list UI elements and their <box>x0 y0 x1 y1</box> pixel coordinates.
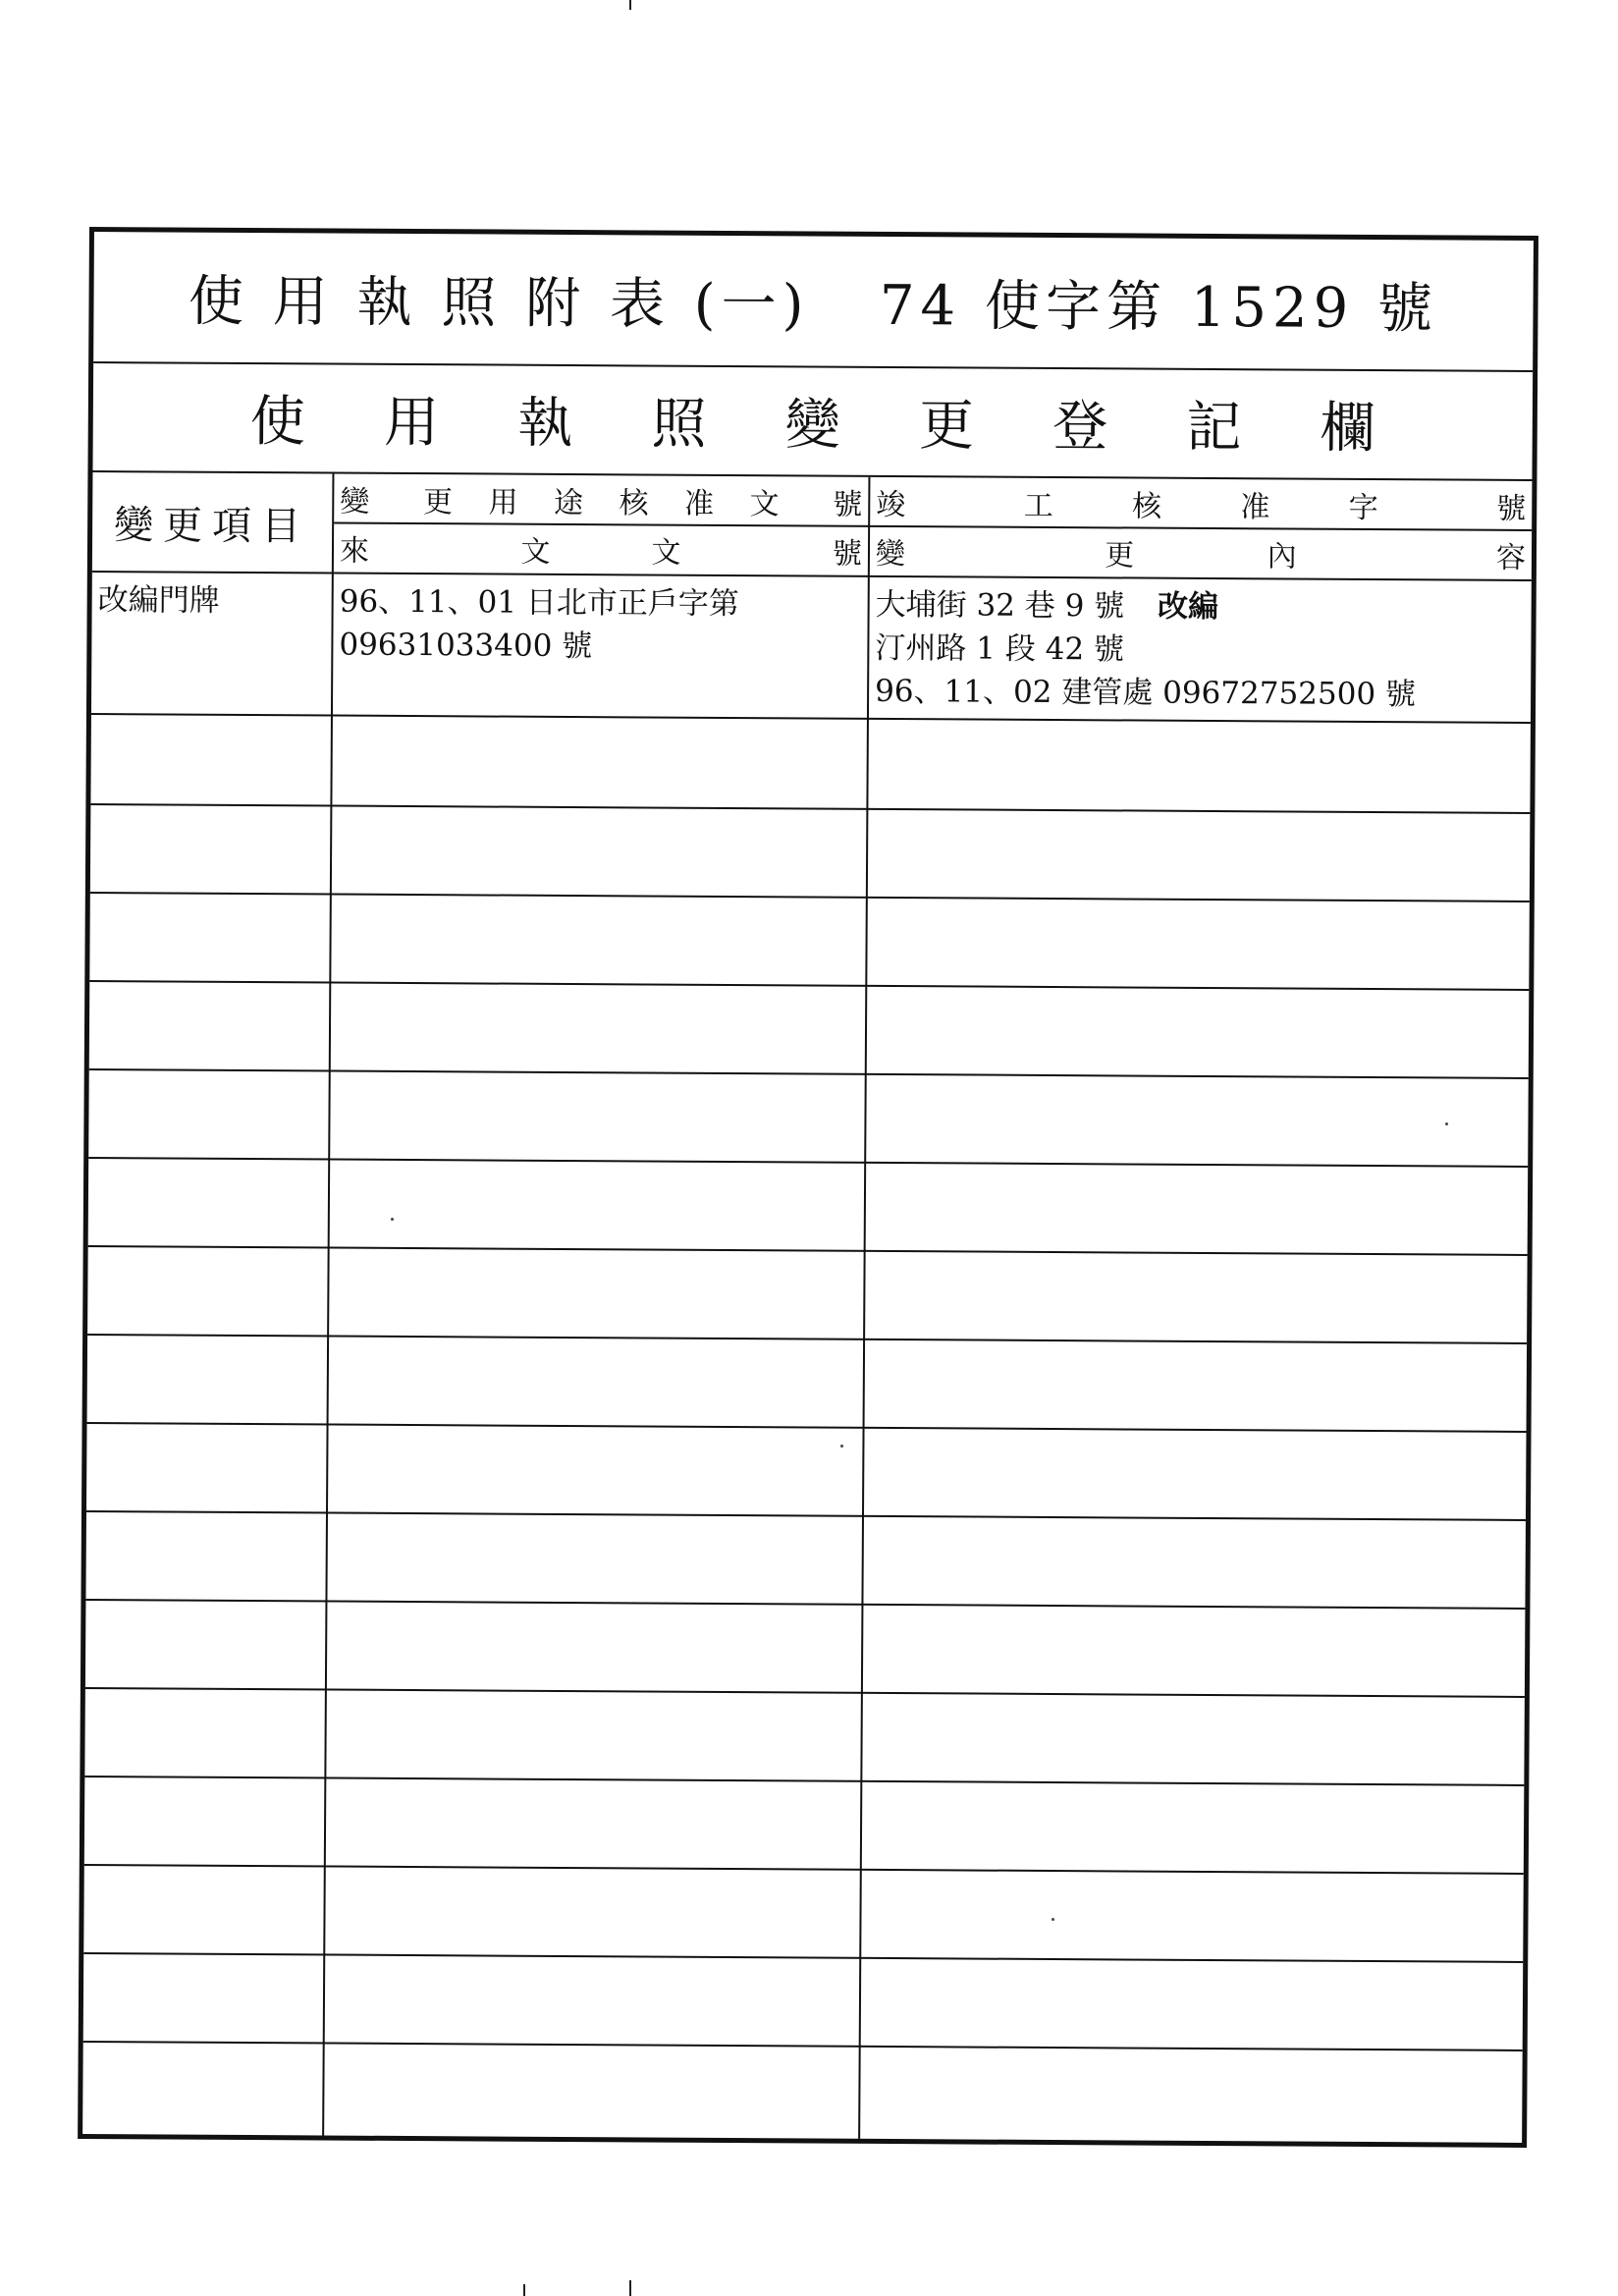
scan-speck <box>840 1445 843 1448</box>
form-title-prefix: 使 用 執 照 附 表 (一) <box>188 269 810 338</box>
table-row <box>90 715 1531 814</box>
table-row <box>88 1068 1529 1168</box>
table-row <box>82 2041 1523 2138</box>
section-heading-char: 記 <box>1186 395 1242 460</box>
table-row <box>87 1245 1528 1344</box>
section-heading-char: 照 <box>651 392 707 457</box>
section-heading-char: 欄 <box>1320 396 1375 461</box>
section-heading-char: 執 <box>517 391 573 456</box>
license-appendix-form <box>78 227 1538 2148</box>
renumber-mark: 改編 <box>1158 588 1219 626</box>
section-heading-char: 更 <box>918 393 975 459</box>
table-row <box>89 980 1530 1079</box>
scan-tick-bottom-right <box>629 2280 631 2296</box>
change-item-cell: 改編門牌 <box>97 582 220 619</box>
form-title <box>93 232 1534 372</box>
section-heading-char: 使 <box>249 389 306 454</box>
table-row <box>84 1776 1525 1875</box>
license-number: 74 使字第 1529 號 <box>879 273 1439 342</box>
table-row <box>83 1952 1524 2051</box>
header-completion-approval: 竣 工 核 准 字 號 <box>876 487 1527 526</box>
table-row <box>87 1334 1528 1433</box>
header-change-content: 變 更 內 容 <box>875 536 1527 575</box>
scan-speck <box>1052 1918 1054 1921</box>
table-row <box>85 1599 1526 1698</box>
header-change-item: 變更項目 <box>114 502 311 549</box>
table-header <box>92 472 1533 581</box>
section-heading-char: 用 <box>383 390 440 455</box>
table-row <box>90 803 1531 902</box>
section-heading-char: 登 <box>1052 394 1108 459</box>
table-row <box>88 1157 1529 1256</box>
scan-speck <box>391 1218 394 1221</box>
header-approval-doc: 變 更 用 途 核 准 文 號 <box>340 484 863 522</box>
section-heading-char: 變 <box>784 392 840 458</box>
scan-speck <box>1445 1122 1448 1125</box>
section-heading <box>92 361 1533 481</box>
table-row <box>84 1687 1525 1786</box>
table-row <box>85 1510 1526 1610</box>
table-row <box>86 1422 1527 1521</box>
scan-tick-top <box>629 0 631 10</box>
header-incoming-doc: 來 文 文 號 <box>339 533 863 572</box>
table-row <box>91 573 1532 724</box>
table-row <box>83 1864 1524 1963</box>
approval-doc-cell: 96、11、01 日北市正戶字第 09631033400 號 <box>339 583 739 665</box>
scan-tick-bottom-left <box>523 2284 525 2296</box>
table-row <box>89 892 1530 991</box>
change-content-cell: 大埔街 32 巷 9 號 改編 汀州路 1 段 42 號 96、11、02 建管處 09672752500 號 <box>875 586 1417 713</box>
